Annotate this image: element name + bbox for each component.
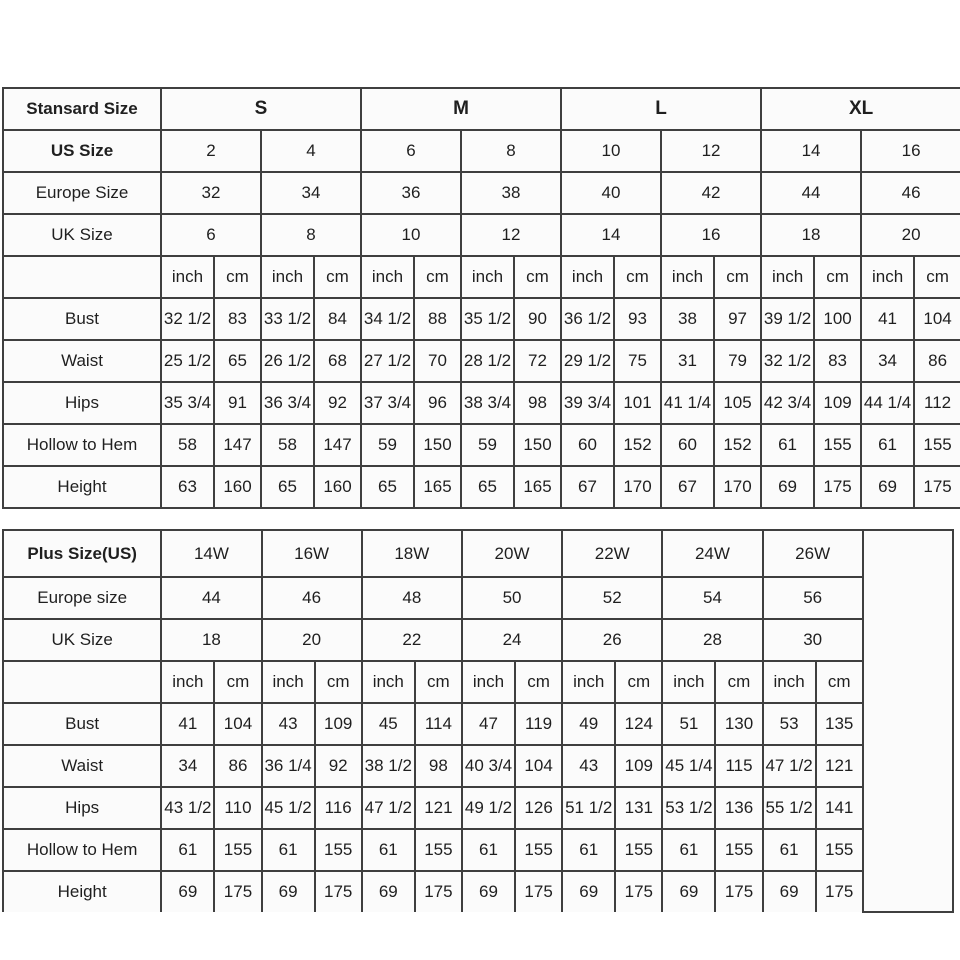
size-row-label: UK Size <box>3 619 161 661</box>
size-value-cell: 12 <box>461 214 561 256</box>
measure-value-cell: 49 <box>562 703 615 745</box>
table-title: Plus Size(US) <box>3 530 161 577</box>
measure-value-cell: 27 1/2 <box>361 340 414 382</box>
measure-value-cell: 170 <box>614 466 661 508</box>
measure-value-cell: 160 <box>314 466 361 508</box>
size-value-cell: 44 <box>161 577 261 619</box>
measure-value-cell: 175 <box>816 871 863 912</box>
size-value-cell: 52 <box>562 577 662 619</box>
measure-value-cell: 175 <box>814 466 861 508</box>
measure-row-label: Hips <box>3 382 161 424</box>
size-row-label: Europe Size <box>3 172 161 214</box>
table-row <box>3 382 960 424</box>
measure-value-cell: 115 <box>715 745 762 787</box>
measure-value-cell: 28 1/2 <box>461 340 514 382</box>
size-value-cell: 24 <box>462 619 562 661</box>
size-value-cell: 34 <box>261 172 361 214</box>
size-value-cell: 46 <box>262 577 362 619</box>
size-value-cell: 2 <box>161 130 261 172</box>
measure-value-cell: 69 <box>262 871 315 912</box>
measure-value-cell: 61 <box>462 829 515 871</box>
measure-value-cell: 152 <box>614 424 661 466</box>
unit-header-cm: cm <box>615 661 662 703</box>
measure-value-cell: 61 <box>362 829 415 871</box>
size-group-header: S <box>161 88 361 130</box>
size-value-cell: 40 <box>561 172 661 214</box>
measure-value-cell: 65 <box>361 466 414 508</box>
size-value-cell: 14 <box>761 130 861 172</box>
measure-value-cell: 61 <box>763 829 816 871</box>
measure-value-cell: 69 <box>562 871 615 912</box>
measure-value-cell: 79 <box>714 340 761 382</box>
measure-value-cell: 35 1/2 <box>461 298 514 340</box>
measure-value-cell: 175 <box>214 871 261 912</box>
unit-header-cm: cm <box>514 256 561 298</box>
unit-header-cm: cm <box>315 661 362 703</box>
measure-value-cell: 98 <box>415 745 462 787</box>
size-value-cell: 10 <box>561 130 661 172</box>
measure-value-cell: 155 <box>515 829 562 871</box>
measure-value-cell: 34 <box>161 745 214 787</box>
size-value-cell: 8 <box>261 214 361 256</box>
measure-value-cell: 45 1/2 <box>262 787 315 829</box>
measure-value-cell: 51 <box>662 703 715 745</box>
measure-value-cell: 170 <box>714 466 761 508</box>
measure-value-cell: 155 <box>315 829 362 871</box>
size-value-cell: 26 <box>562 619 662 661</box>
measure-row-label: Bust <box>3 298 161 340</box>
measure-value-cell: 59 <box>461 424 514 466</box>
measure-value-cell: 58 <box>161 424 214 466</box>
size-value-cell: 6 <box>161 214 261 256</box>
size-value-cell: 12 <box>661 130 761 172</box>
size-value-cell: 22 <box>362 619 462 661</box>
measure-value-cell: 165 <box>414 466 461 508</box>
measure-value-cell: 175 <box>914 466 960 508</box>
measure-value-cell: 101 <box>614 382 661 424</box>
measure-value-cell: 63 <box>161 466 214 508</box>
unit-header-cm: cm <box>614 256 661 298</box>
plus-size-chart <box>2 529 954 913</box>
measure-value-cell: 165 <box>514 466 561 508</box>
size-group-header: 14W <box>161 530 261 577</box>
measure-value-cell: 114 <box>415 703 462 745</box>
measure-value-cell: 61 <box>161 829 214 871</box>
measure-value-cell: 83 <box>814 340 861 382</box>
unit-header-inch: inch <box>261 256 314 298</box>
measure-value-cell: 109 <box>814 382 861 424</box>
measure-value-cell: 86 <box>214 745 261 787</box>
measure-value-cell: 25 1/2 <box>161 340 214 382</box>
measure-row-label: Hips <box>3 787 161 829</box>
measure-value-cell: 131 <box>615 787 662 829</box>
size-charts-container <box>2 87 960 913</box>
measure-value-cell: 37 3/4 <box>361 382 414 424</box>
measure-value-cell: 136 <box>715 787 762 829</box>
unit-header-inch: inch <box>662 661 715 703</box>
measure-value-cell: 65 <box>214 340 261 382</box>
measure-value-cell: 53 <box>763 703 816 745</box>
empty-corner-cell <box>3 661 161 703</box>
size-group-header: 22W <box>562 530 662 577</box>
measure-value-cell: 36 3/4 <box>261 382 314 424</box>
measure-value-cell: 61 <box>861 424 914 466</box>
measure-value-cell: 39 3/4 <box>561 382 614 424</box>
measure-value-cell: 69 <box>763 871 816 912</box>
table-row <box>3 172 960 214</box>
measure-value-cell: 155 <box>816 829 863 871</box>
table-row <box>3 466 960 508</box>
measure-value-cell: 53 1/2 <box>662 787 715 829</box>
measure-value-cell: 121 <box>415 787 462 829</box>
unit-header-cm: cm <box>414 256 461 298</box>
unit-header-inch: inch <box>561 256 614 298</box>
size-value-cell: 50 <box>462 577 562 619</box>
measure-value-cell: 104 <box>914 298 960 340</box>
measure-value-cell: 175 <box>715 871 762 912</box>
table-row <box>3 787 953 829</box>
unit-header-inch: inch <box>763 661 816 703</box>
measure-value-cell: 40 3/4 <box>462 745 515 787</box>
measure-value-cell: 96 <box>414 382 461 424</box>
measure-value-cell: 104 <box>214 703 261 745</box>
unit-header-cm: cm <box>415 661 462 703</box>
measure-value-cell: 155 <box>914 424 960 466</box>
size-value-cell: 42 <box>661 172 761 214</box>
measure-value-cell: 47 1/2 <box>362 787 415 829</box>
measure-value-cell: 109 <box>615 745 662 787</box>
measure-value-cell: 121 <box>816 745 863 787</box>
size-value-cell: 16 <box>861 130 960 172</box>
measure-value-cell: 60 <box>561 424 614 466</box>
size-group-header: 24W <box>662 530 762 577</box>
size-value-cell: 44 <box>761 172 861 214</box>
measure-value-cell: 69 <box>462 871 515 912</box>
measure-value-cell: 130 <box>715 703 762 745</box>
unit-header-cm: cm <box>214 661 261 703</box>
measure-value-cell: 69 <box>662 871 715 912</box>
measure-value-cell: 147 <box>314 424 361 466</box>
unit-header-cm: cm <box>814 256 861 298</box>
measure-value-cell: 43 1/2 <box>161 787 214 829</box>
measure-value-cell: 60 <box>661 424 714 466</box>
size-value-cell: 16 <box>661 214 761 256</box>
measure-value-cell: 34 <box>861 340 914 382</box>
measure-row-label: Waist <box>3 340 161 382</box>
measure-value-cell: 43 <box>262 703 315 745</box>
measure-value-cell: 91 <box>214 382 261 424</box>
size-row-label: US Size <box>3 130 161 172</box>
measure-value-cell: 34 1/2 <box>361 298 414 340</box>
measure-value-cell: 110 <box>214 787 261 829</box>
size-value-cell: 30 <box>763 619 863 661</box>
measure-value-cell: 65 <box>461 466 514 508</box>
size-value-cell: 48 <box>362 577 462 619</box>
measure-value-cell: 69 <box>861 466 914 508</box>
measure-value-cell: 36 1/2 <box>561 298 614 340</box>
measure-value-cell: 88 <box>414 298 461 340</box>
measure-value-cell: 32 1/2 <box>761 340 814 382</box>
size-row-label: Europe size <box>3 577 161 619</box>
measure-value-cell: 32 1/2 <box>161 298 214 340</box>
table-row <box>3 214 960 256</box>
table-row <box>3 130 960 172</box>
table-row <box>3 340 960 382</box>
unit-header-cm: cm <box>515 661 562 703</box>
measure-value-cell: 70 <box>414 340 461 382</box>
measure-value-cell: 100 <box>814 298 861 340</box>
measure-value-cell: 141 <box>816 787 863 829</box>
size-row-label: UK Size <box>3 214 161 256</box>
measure-value-cell: 75 <box>614 340 661 382</box>
measure-value-cell: 150 <box>414 424 461 466</box>
measure-value-cell: 175 <box>615 871 662 912</box>
size-value-cell: 20 <box>861 214 960 256</box>
size-value-cell: 6 <box>361 130 461 172</box>
measure-value-cell: 36 1/4 <box>262 745 315 787</box>
unit-header-inch: inch <box>761 256 814 298</box>
size-value-cell: 18 <box>761 214 861 256</box>
unit-header-inch: inch <box>461 256 514 298</box>
measure-value-cell: 67 <box>561 466 614 508</box>
measure-value-cell: 47 <box>462 703 515 745</box>
unit-header-inch: inch <box>362 661 415 703</box>
measure-value-cell: 155 <box>615 829 662 871</box>
measure-value-cell: 38 1/2 <box>362 745 415 787</box>
measure-value-cell: 72 <box>514 340 561 382</box>
measure-value-cell: 65 <box>261 466 314 508</box>
size-value-cell: 18 <box>161 619 261 661</box>
table-row <box>3 871 953 912</box>
unit-header-cm: cm <box>816 661 863 703</box>
measure-value-cell: 45 <box>362 703 415 745</box>
measure-value-cell: 155 <box>214 829 261 871</box>
measure-value-cell: 83 <box>214 298 261 340</box>
measure-value-cell: 119 <box>515 703 562 745</box>
measure-value-cell: 126 <box>515 787 562 829</box>
measure-value-cell: 58 <box>261 424 314 466</box>
measure-value-cell: 51 1/2 <box>562 787 615 829</box>
measure-value-cell: 104 <box>515 745 562 787</box>
empty-corner-cell <box>3 256 161 298</box>
size-value-cell: 32 <box>161 172 261 214</box>
size-value-cell: 10 <box>361 214 461 256</box>
unit-header-cm: cm <box>714 256 761 298</box>
measure-value-cell: 135 <box>816 703 863 745</box>
table-title: Stansard Size <box>3 88 161 130</box>
measure-value-cell: 160 <box>214 466 261 508</box>
size-value-cell: 4 <box>261 130 361 172</box>
measure-value-cell: 92 <box>314 382 361 424</box>
measure-value-cell: 61 <box>562 829 615 871</box>
measure-value-cell: 124 <box>615 703 662 745</box>
measure-value-cell: 69 <box>362 871 415 912</box>
measure-value-cell: 55 1/2 <box>763 787 816 829</box>
measure-value-cell: 35 3/4 <box>161 382 214 424</box>
measure-value-cell: 84 <box>314 298 361 340</box>
measure-value-cell: 92 <box>315 745 362 787</box>
measure-value-cell: 67 <box>661 466 714 508</box>
size-value-cell: 46 <box>861 172 960 214</box>
measure-value-cell: 45 1/4 <box>662 745 715 787</box>
size-group-header: XL <box>761 88 960 130</box>
measure-value-cell: 155 <box>715 829 762 871</box>
trailing-empty-cell <box>863 530 953 912</box>
unit-header-cm: cm <box>214 256 261 298</box>
measure-value-cell: 175 <box>515 871 562 912</box>
size-group-header: 26W <box>763 530 863 577</box>
size-group-header: M <box>361 88 561 130</box>
table-row <box>3 530 953 577</box>
measure-value-cell: 155 <box>814 424 861 466</box>
table-row <box>3 298 960 340</box>
measure-value-cell: 44 1/4 <box>861 382 914 424</box>
measure-value-cell: 90 <box>514 298 561 340</box>
measure-row-label: Height <box>3 871 161 912</box>
size-group-header: L <box>561 88 761 130</box>
measure-value-cell: 61 <box>761 424 814 466</box>
measure-value-cell: 38 <box>661 298 714 340</box>
measure-value-cell: 98 <box>514 382 561 424</box>
unit-header-cm: cm <box>314 256 361 298</box>
measure-value-cell: 61 <box>662 829 715 871</box>
unit-header-cm: cm <box>715 661 762 703</box>
table-row <box>3 829 953 871</box>
measure-value-cell: 69 <box>761 466 814 508</box>
measure-value-cell: 175 <box>315 871 362 912</box>
standard-size-chart <box>2 87 960 509</box>
unit-header-inch: inch <box>562 661 615 703</box>
measure-value-cell: 43 <box>562 745 615 787</box>
size-value-cell: 14 <box>561 214 661 256</box>
measure-value-cell: 59 <box>361 424 414 466</box>
table-row <box>3 424 960 466</box>
measure-value-cell: 93 <box>614 298 661 340</box>
table-row <box>3 703 953 745</box>
measure-value-cell: 41 <box>861 298 914 340</box>
measure-row-label: Waist <box>3 745 161 787</box>
unit-header-inch: inch <box>861 256 914 298</box>
unit-header-cm: cm <box>914 256 960 298</box>
measure-value-cell: 29 1/2 <box>561 340 614 382</box>
measure-value-cell: 47 1/2 <box>763 745 816 787</box>
unit-header-inch: inch <box>262 661 315 703</box>
measure-value-cell: 105 <box>714 382 761 424</box>
measure-row-label: Hollow to Hem <box>3 829 161 871</box>
table-row <box>3 745 953 787</box>
measure-value-cell: 147 <box>214 424 261 466</box>
measure-value-cell: 152 <box>714 424 761 466</box>
measure-value-cell: 97 <box>714 298 761 340</box>
measure-row-label: Height <box>3 466 161 508</box>
size-value-cell: 36 <box>361 172 461 214</box>
size-value-cell: 54 <box>662 577 762 619</box>
table-row <box>3 88 960 130</box>
size-group-header: 18W <box>362 530 462 577</box>
measure-value-cell: 26 1/2 <box>261 340 314 382</box>
unit-header-inch: inch <box>361 256 414 298</box>
size-value-cell: 20 <box>262 619 362 661</box>
measure-value-cell: 116 <box>315 787 362 829</box>
measure-row-label: Bust <box>3 703 161 745</box>
measure-value-cell: 175 <box>415 871 462 912</box>
table-row <box>3 577 953 619</box>
measure-value-cell: 41 <box>161 703 214 745</box>
measure-value-cell: 61 <box>262 829 315 871</box>
measure-value-cell: 109 <box>315 703 362 745</box>
measure-value-cell: 31 <box>661 340 714 382</box>
size-value-cell: 38 <box>461 172 561 214</box>
measure-value-cell: 33 1/2 <box>261 298 314 340</box>
measure-value-cell: 155 <box>415 829 462 871</box>
measure-value-cell: 69 <box>161 871 214 912</box>
measure-value-cell: 68 <box>314 340 361 382</box>
measure-value-cell: 39 1/2 <box>761 298 814 340</box>
unit-header-inch: inch <box>661 256 714 298</box>
size-group-header: 20W <box>462 530 562 577</box>
size-value-cell: 28 <box>662 619 762 661</box>
size-value-cell: 56 <box>763 577 863 619</box>
unit-header-inch: inch <box>161 256 214 298</box>
measure-value-cell: 150 <box>514 424 561 466</box>
unit-header-inch: inch <box>161 661 214 703</box>
measure-value-cell: 42 3/4 <box>761 382 814 424</box>
measure-value-cell: 49 1/2 <box>462 787 515 829</box>
measure-value-cell: 41 1/4 <box>661 382 714 424</box>
measure-value-cell: 38 3/4 <box>461 382 514 424</box>
measure-row-label: Hollow to Hem <box>3 424 161 466</box>
size-group-header: 16W <box>262 530 362 577</box>
measure-value-cell: 86 <box>914 340 960 382</box>
measure-value-cell: 112 <box>914 382 960 424</box>
unit-header-inch: inch <box>462 661 515 703</box>
table-row <box>3 256 960 298</box>
table-row <box>3 661 953 703</box>
size-value-cell: 8 <box>461 130 561 172</box>
table-row <box>3 619 953 661</box>
